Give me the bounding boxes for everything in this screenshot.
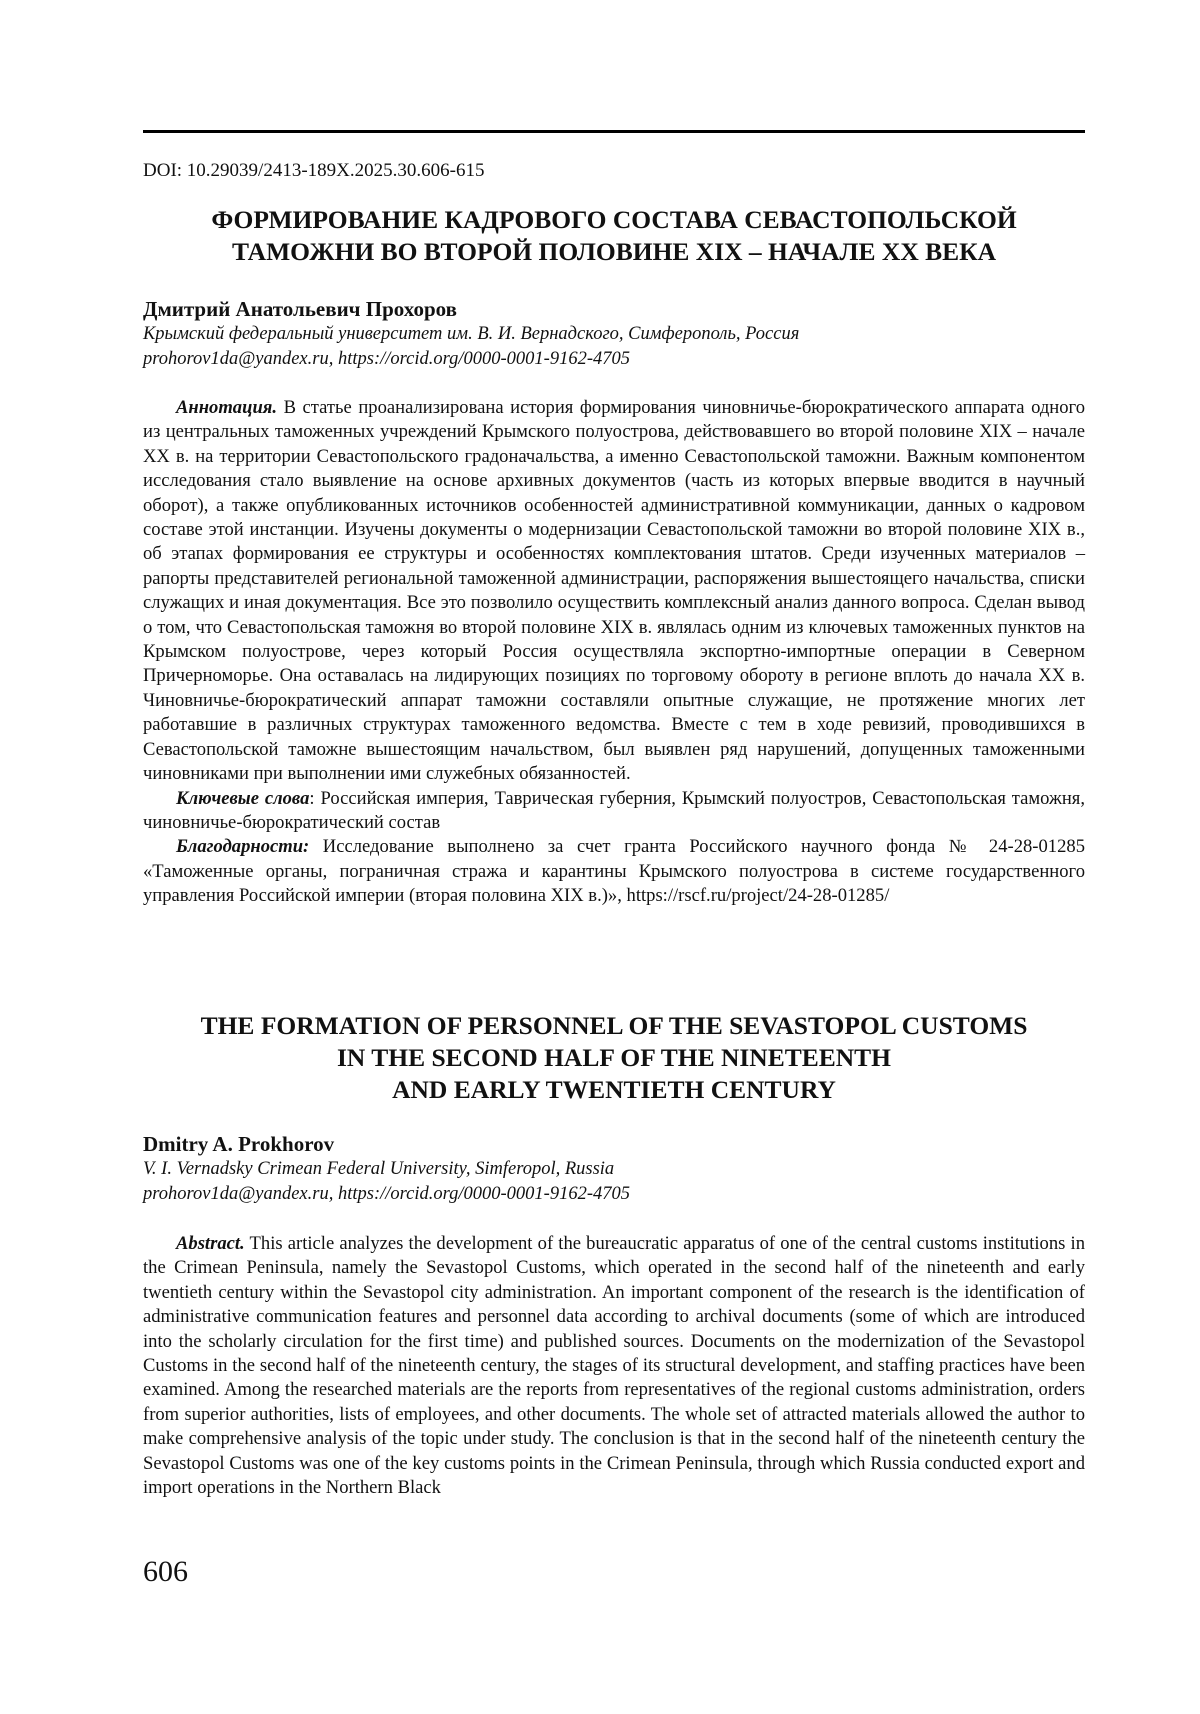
keywords-ru — [143, 787, 1085, 836]
keywords-ru-text: : Российская империя, Таврическая губерния, Крымский полуостров, Севастопольская таможня, чиновничье-бюрократический состав — [143, 787, 1086, 833]
keywords-ru-label: Ключевые слова — [176, 787, 310, 809]
thanks-ru — [143, 835, 1085, 908]
affiliation-ru-block — [143, 322, 1085, 372]
affiliation-ru: Крымский федеральный университет им. В. И. Вернадского, Симферополь, Россия — [143, 324, 800, 344]
abstract-ru-text: В статье проанализирована история формирования чиновничье-бюрократического аппарата одного из центральных таможенных учреждений Крымского полуострова, действовавшего во второй половине XIX – начале XX в. на территории Севастопольского градоначальства, а именно Севастопольской таможни. Важным компонентом исследования стало выявление на основе архивных документов (часть из которых впервые вводится в научный оборот), а также опубликованных источников особенностей административной коммуникации, данных о кадровом составе этой инстанции. Изучены документы о модернизации Севастопольской таможни во второй половине XIX в., об этапах формирования ее структуры и особенностях комплектования штатов. Среди изученных материалов – рапорты представителей региональной таможенной администрации, распоряжения вышестоящего начальства, списки служащих и иная документация. Все это позволило осуществить комплексный анализ данного вопроса. Сделан вывод о том, что Севастопольская таможня во второй половине XIX в. являлась одним из ключевых таможенных пунктов на Крымском полуострове, через который Россия осуществляла экспортно-импортные операции в Северном Причерноморье. Она оставалась на лидирующих позициях по торговому обороту в регионе вплоть до начала XX в. Чиновничье-бюрократический аппарат таможни составляли опытные служащие, не протяжение многих лет работавшие в различных структурах таможенного ведомства. Вместе с тем в ходе ревизий, проводившихся в Севастопольской таможне вышестоящим начальством, был выявлен ряд нарушений, допущенных таможенными чиновниками при выполнении ими служебных обязанностей. — [143, 397, 1085, 785]
title-ru-line-1: ФОРМИРОВАНИЕ КАДРОВОГО СОСТАВА СЕВАСТОПОЛЬСКОЙ — [211, 205, 1017, 234]
abstract-ru — [143, 396, 1085, 787]
title-en-line-1: THE FORMATION OF PERSONNEL OF THE SEVASTOPOL CUSTOMS — [200, 1011, 1028, 1040]
abstract-en-label: Abstract. — [176, 1233, 245, 1254]
thanks-ru-label: Благодарности: — [176, 836, 310, 858]
title-ru-line-2: ТАМОЖНИ ВО ВТОРОЙ ПОЛОВИНЕ XIX – НАЧАЛЕ XX ВЕКА — [231, 237, 997, 266]
abstract-ru-label: Аннотация. — [176, 397, 278, 418]
title-ru — [143, 204, 1085, 268]
abstract-en-text: This article analyzes the development of the bureaucratic apparatus of one of the central customs institutions in the Crimean Peninsula, namely the Sevastopol Customs, which operated in the second half of the nineteenth and early twentieth century within the Sevastopol city administration. An important component of the research is the identification of administrative communication features and personnel data according to archival documents (some of which are introduced into the scholarly circulation for the first time) and published sources. Documents on the modernization of the Sevastopol Customs in the second half of the nineteenth century, the stages of its structural development, and staffing practices have been examined. Among the researched materials are the reports from representatives of the regional customs administration, orders from superior authorities, lists of employees, and other documents. The whole set of attracted materials allowed the author to make comprehensive analysis of the topic under study. The conclusion is that in the second half of the nineteenth century the Sevastopol Customs was one of the key customs points in the Crimean Peninsula, through which Russia conducted export and import operations in the Northern Black — [143, 1233, 1085, 1499]
affiliation-en-block — [143, 1157, 1085, 1207]
title-en-line-3: AND EARLY TWENTIETH CENTURY — [392, 1075, 836, 1104]
header-rule — [143, 130, 1085, 133]
title-en-line-2: IN THE SECOND HALF OF THE NINETEENTH — [336, 1043, 892, 1072]
title-en — [143, 1010, 1085, 1106]
abstract-ru-block — [143, 396, 1085, 909]
contact-ru: prohorov1da@yandex.ru, https://orcid.org/0000-0001-9162-4705 — [143, 349, 631, 369]
doi: DOI: 10.29039/2413-189X.2025.30.606-615 — [143, 160, 485, 181]
abstract-en-block — [143, 1232, 1085, 1500]
thanks-ru-text: Исследование выполнено за счет гранта Российского научного фонда № 24-28-01285 «Таможенные органы, пограничная стража и карантины Крымского полуострова в системе государственного управления Российской империи (вторая половина XIX в.)», https://rscf.ru/project/24-28-01285/ — [143, 836, 1085, 907]
author-ru: Дмитрий Анатольевич Прохоров — [143, 297, 457, 321]
affiliation-en: V. I. Vernadsky Crimean Federal University, Simferopol, Russia — [143, 1159, 615, 1179]
contact-en: prohorov1da@yandex.ru, https://orcid.org/0000-0001-9162-4705 — [143, 1184, 631, 1204]
abstract-en — [143, 1232, 1085, 1500]
author-en: Dmitry A. Prokhorov — [143, 1132, 335, 1156]
page-number: 606 — [143, 1555, 188, 1588]
